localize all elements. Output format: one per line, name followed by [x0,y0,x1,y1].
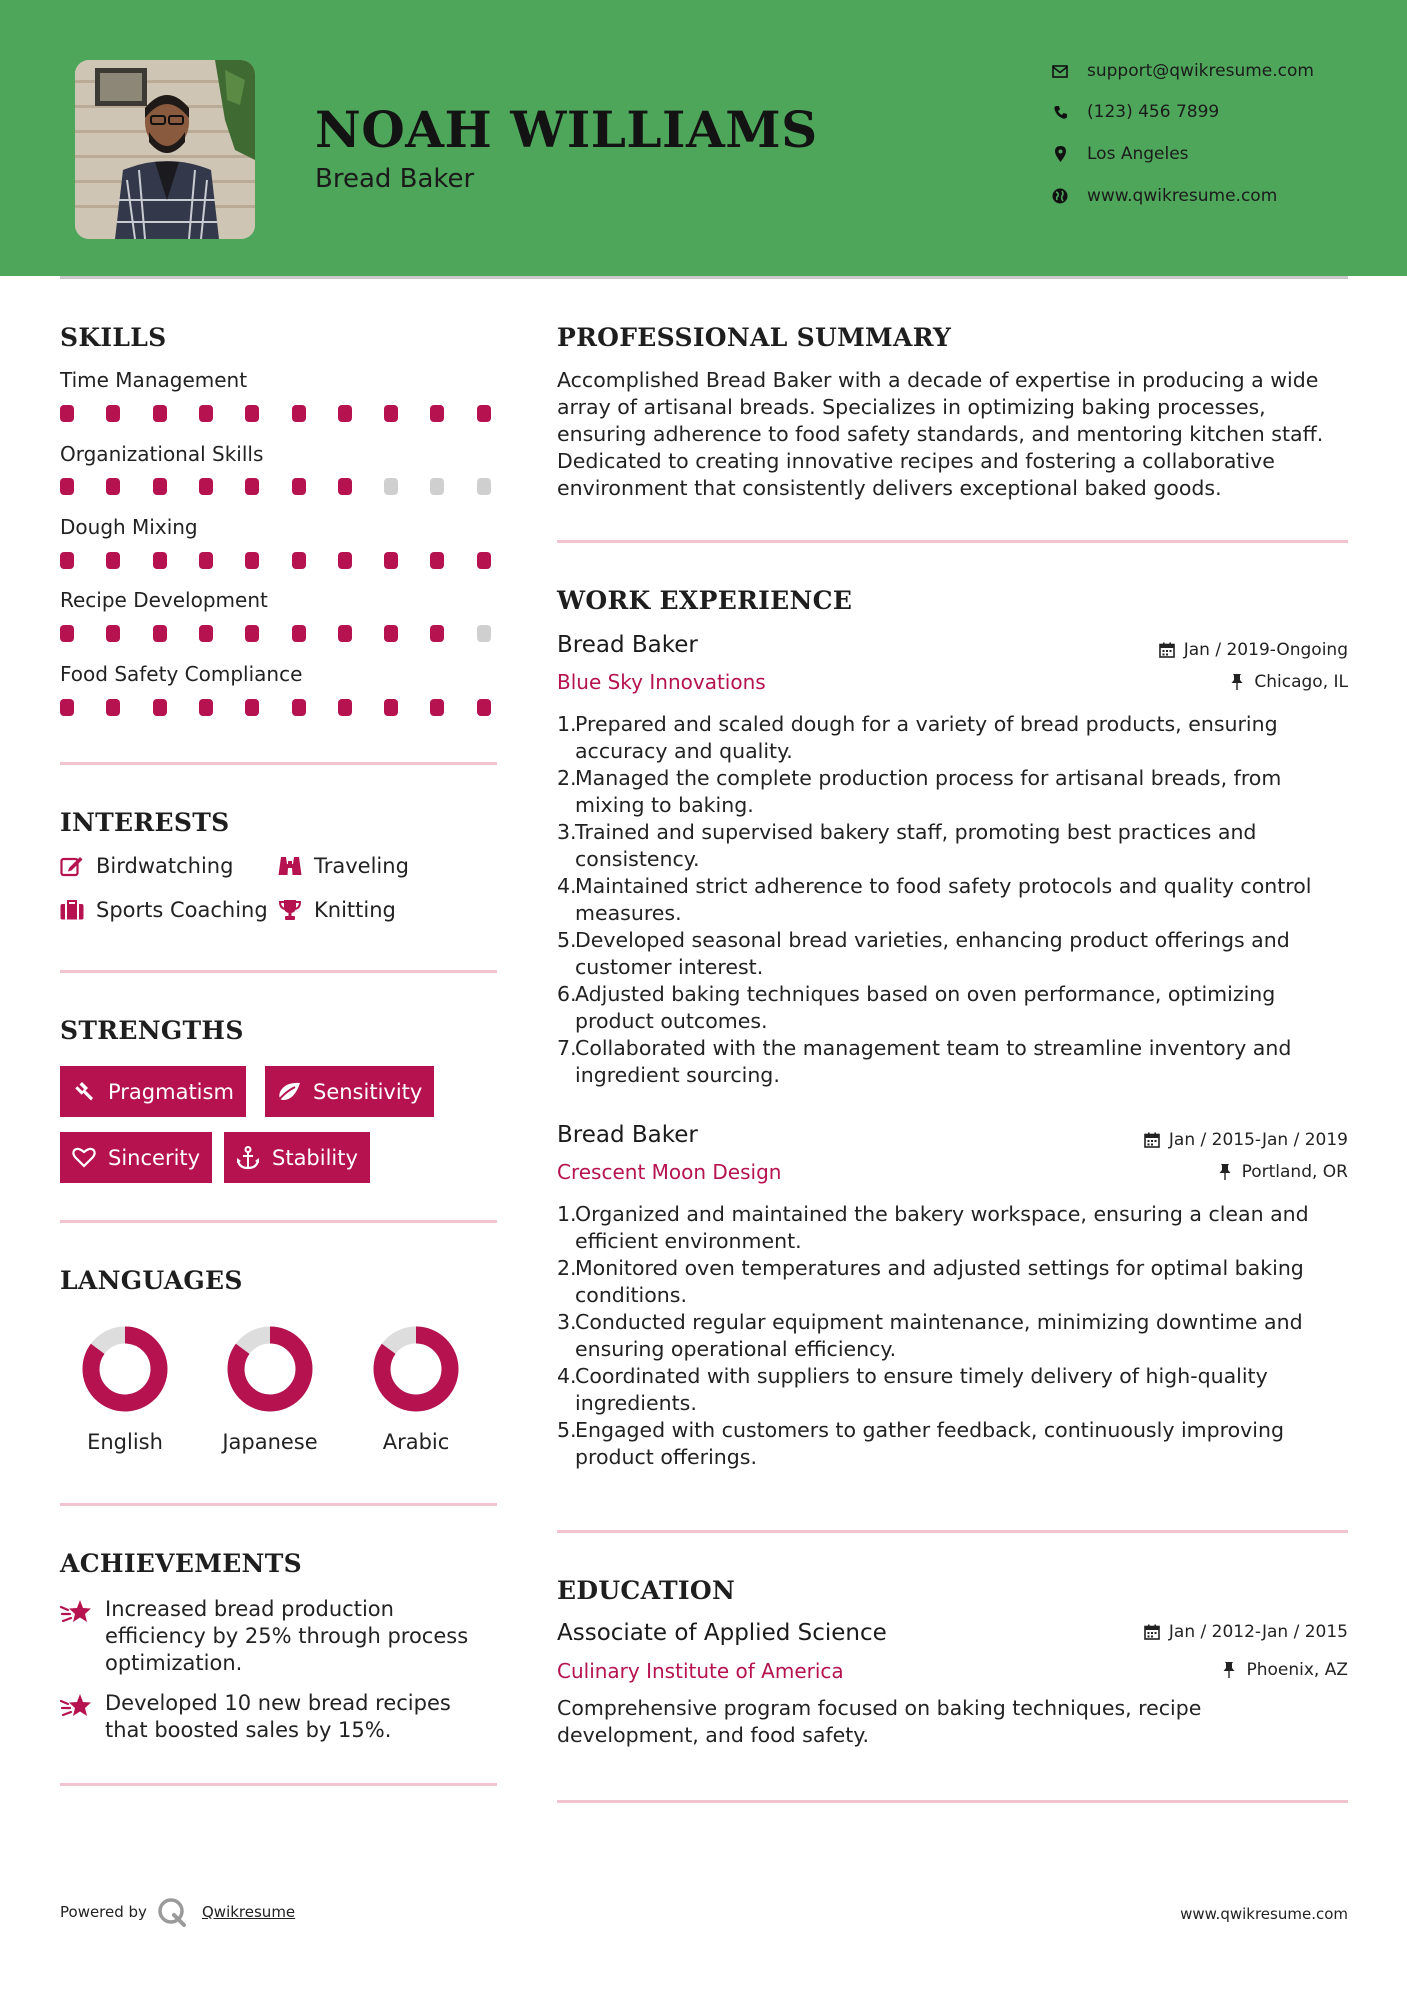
calendar-icon [1158,641,1176,659]
trophy-icon [278,898,302,922]
skill-rating [60,478,500,496]
rating-dot-filled [292,552,306,569]
calendar-icon [1143,1623,1161,1641]
rating-dot-filled [384,405,398,422]
skills-heading: SKILLS [60,323,167,352]
rating-dot-filled [430,625,444,642]
rating-dot-filled [153,699,167,716]
rating-dot-filled [245,699,259,716]
rating-dot-filled [199,405,213,422]
language-donut [227,1326,313,1412]
section-divider [557,540,1348,543]
job-location: Portland, OR [1216,1162,1348,1182]
rating-dot-filled [338,625,352,642]
rating-dot-filled [477,552,491,569]
rating-dot-filled [338,478,352,495]
rating-dot-filled [106,478,120,495]
summary-heading: PROFESSIONAL SUMMARY [557,323,952,352]
candidate-name: NOAH WILLIAMS [315,100,818,159]
footer-url[interactable]: www.qwikresume.com [1180,1905,1348,1923]
rating-dot-filled [106,625,120,642]
rating-dot-filled [292,478,306,495]
rating-dot-filled [338,552,352,569]
achievements-heading: ACHIEVEMENTS [60,1549,302,1578]
rating-dot-filled [292,625,306,642]
language-donut [373,1326,459,1412]
interests-heading: INTERESTS [60,808,230,837]
anchor-icon [236,1146,260,1170]
rating-dot-filled [245,405,259,422]
footer-brand-link[interactable]: Qwikresume [202,1903,296,1921]
interest-item: Birdwatching [60,854,233,878]
skill-name: Dough Mixing [60,515,198,539]
edit-icon [60,854,84,878]
language-item: Arabic [351,1326,481,1454]
degree-title: Associate of Applied Science [557,1620,887,1646]
strength-chip: Sensitivity [265,1066,434,1117]
strength-chip: Stability [224,1132,370,1183]
gavel-icon [72,1080,96,1104]
phone-icon [1050,102,1070,122]
interest-item: Sports Coaching [60,898,268,922]
rating-dot-filled [106,699,120,716]
section-divider [60,1783,497,1786]
skill-name: Food Safety Compliance [60,662,303,686]
education-description: Comprehensive program focused on baking techniques, recipe development, and food safety. [557,1696,1202,1747]
contact-email[interactable]: support@qwikresume.com [1050,56,1314,86]
calendar-icon [1143,1131,1161,1149]
section-divider [60,1220,497,1223]
footer-powered-by: Powered by [60,1903,147,1921]
strength-chip: Pragmatism [60,1066,246,1117]
briefcase-icon [60,898,84,922]
rating-dot-filled [60,478,74,495]
rating-dot-filled [292,699,306,716]
skill-rating [60,699,500,717]
qwikresume-logo-icon[interactable] [157,1897,187,1927]
pushpin-icon [1220,1661,1238,1679]
rating-dot-filled [199,699,213,716]
section-divider [557,1800,1348,1803]
rating-dot-filled [153,405,167,422]
job-title: Bread Baker [557,632,698,658]
school-name: Culinary Institute of America [557,1659,844,1683]
resume-header [0,0,1407,276]
job-title: Bread Baker [557,1122,698,1148]
shooting-star-icon [60,1598,92,1628]
rating-dot-filled [60,405,74,422]
education-heading: EDUCATION [557,1576,736,1605]
rating-dot-filled [153,625,167,642]
strengths-heading: STRENGTHS [60,1016,244,1045]
rating-dot-filled [199,552,213,569]
skill-name: Time Management [60,368,248,392]
binoculars-icon [278,854,302,878]
language-item: Japanese [205,1326,335,1454]
interest-item: Traveling [278,854,409,878]
rating-dot-filled [338,405,352,422]
rating-dot-filled [245,478,259,495]
education-location: Phoenix, AZ [1220,1660,1348,1680]
section-divider [60,970,497,973]
job-dates: Jan / 2015-Jan / 2019 [1143,1130,1348,1150]
leaf-icon [277,1080,301,1104]
rating-dot-empty [477,625,491,642]
job-dates: Jan / 2019-Ongoing [1158,640,1348,660]
company-name: Blue Sky Innovations [557,670,766,694]
experience-heading: WORK EXPERIENCE [557,586,853,615]
rating-dot-filled [106,405,120,422]
profile-photo [75,60,255,239]
pushpin-icon [1228,673,1246,691]
rating-dot-filled [153,552,167,569]
rating-dot-filled [477,405,491,422]
envelope-icon [1050,61,1070,81]
rating-dot-filled [60,552,74,569]
rating-dot-filled [430,552,444,569]
section-divider [60,762,497,765]
rating-dot-empty [384,478,398,495]
contact-location: Los Angeles [1050,139,1189,169]
rating-dot-filled [477,699,491,716]
rating-dot-filled [199,478,213,495]
rating-dot-filled [245,552,259,569]
section-divider [557,1530,1348,1533]
rating-dot-filled [153,478,167,495]
rating-dot-filled [384,699,398,716]
rating-dot-empty [430,478,444,495]
languages-heading: LANGUAGES [60,1266,243,1295]
rating-dot-filled [292,405,306,422]
skill-rating [60,625,500,643]
language-donut [82,1326,168,1412]
rating-dot-filled [338,699,352,716]
rating-dot-filled [199,625,213,642]
skill-rating [60,405,500,423]
rating-dot-filled [60,699,74,716]
education-dates: Jan / 2012-Jan / 2015 [1143,1622,1348,1642]
section-divider [60,1503,497,1506]
candidate-title: Bread Baker [315,164,475,194]
rating-dot-filled [106,552,120,569]
job-location: Chicago, IL [1228,672,1348,692]
heart-icon [72,1146,96,1170]
pushpin-icon [1216,1163,1234,1181]
rating-dot-filled [60,625,74,642]
language-item: English [60,1326,190,1454]
interest-item: Knitting [278,898,396,922]
map-pin-icon [1050,144,1070,164]
rating-dot-filled [245,625,259,642]
company-name: Crescent Moon Design [557,1160,782,1184]
contact-website[interactable]: www.qwikresume.com [1050,181,1277,211]
rating-dot-empty [477,478,491,495]
skill-name: Organizational Skills [60,442,264,466]
rating-dot-filled [430,699,444,716]
rating-dot-filled [430,405,444,422]
contact-phone[interactable]: (123) 456 7899 [1050,97,1219,127]
skill-name: Recipe Development [60,588,268,612]
rating-dot-filled [384,552,398,569]
shooting-star-icon [60,1692,92,1722]
summary-text: Accomplished Bread Baker with a decade of expertise in producing a wide array of artisanal breads. Specializes in optimizing baking processes, ensuring adherence to food safety standards, and mentoring kitchen staff. Dedicated to creating innovative recipes and fostering a collaborative environment that consistently delivers exceptional baked goods. [557,368,1324,500]
strength-chip: Sincerity [60,1132,212,1183]
rating-dot-filled [384,625,398,642]
skill-rating [60,552,500,570]
header-divider [60,276,1348,279]
globe-icon [1050,186,1070,206]
